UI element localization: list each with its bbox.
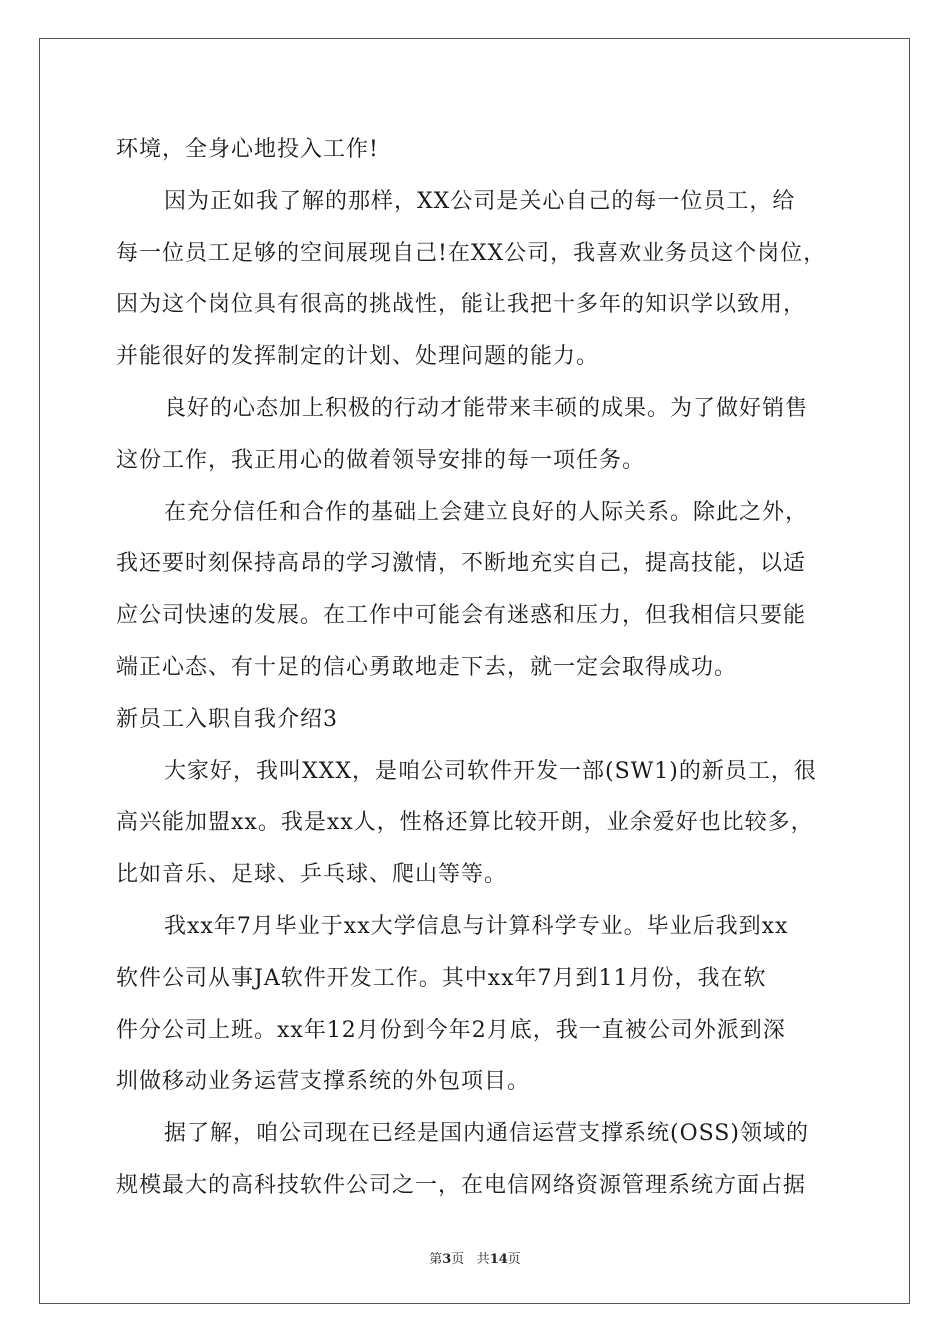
text-line: 这份工作，我正用心的做着领导安排的每一项任务。: [116, 447, 646, 473]
text-line: 软件公司从事JA软件开发工作。其中xx年7月到11月份，我在软: [116, 965, 767, 991]
total-page-count: 14: [489, 1252, 508, 1267]
total-label-suffix: 页: [507, 1252, 521, 1267]
current-page-number: 3: [442, 1252, 452, 1267]
text-line: 我还要时刻保持高昂的学习激情，不断地充实自己，提高技能，以适: [116, 551, 807, 577]
text-line: 因为正如我了解的那样，XX公司是关心自己的每一位员工，给: [164, 188, 796, 214]
text-line: 每一位员工足够的空间展现自己!在XX公司，我喜欢业务员这个岗位，: [116, 240, 827, 266]
page-footer: [0, 1248, 950, 1267]
total-label-prefix: 共: [476, 1252, 490, 1267]
text-line: 新员工入职自我介绍3: [116, 706, 338, 732]
page-label-prefix: 第: [429, 1252, 443, 1267]
text-line: 在充分信任和合作的基础上会建立良好的人际关系。除此之外，: [164, 499, 809, 525]
page-label-suffix: 页: [451, 1252, 465, 1267]
document-body: [116, 124, 844, 1212]
text-line: 应公司快速的发展。在工作中可能会有迷惑和压力，但我相信只要能: [116, 603, 807, 629]
text-line: 规模最大的高科技软件公司之一，在电信网络资源管理系统方面占据: [116, 1172, 807, 1198]
text-line: 环境，全身心地投入工作!: [116, 137, 379, 162]
text-line: 大家好，我叫XXX，是咱公司软件开发一部(SW1)的新员工，很: [164, 758, 817, 784]
text-line: 比如音乐、足球、乒乓球、爬山等等。: [116, 862, 508, 888]
text-line: 端正心态、有十足的信心勇敢地走下去，就一定会取得成功。: [116, 654, 738, 680]
text-line: 圳做移动业务运营支撑系统的外包项目。: [116, 1069, 531, 1095]
text-line: 高兴能加盟xx。我是xx人，性格还算比较开朗，业余爱好也比较多，: [116, 810, 814, 836]
text-line: 据了解，咱公司现在已经是国内通信运营支撑系统(OSS)领域的: [164, 1121, 809, 1147]
text-line: 件分公司上班。xx年12月份到今年2月底，我一直被公司外派到深: [116, 1017, 786, 1043]
text-line: 因为这个岗位具有很高的挑战性，能让我把十多年的知识学以致用，: [116, 292, 807, 318]
text-line: 并能很好的发挥制定的计划、处理问题的能力。: [116, 344, 600, 370]
text-line: 我xx年7月毕业于xx大学信息与计算科学专业。毕业后我到xx: [164, 913, 789, 939]
text-line: 良好的心态加上积极的行动才能带来丰硕的成果。为了做好销售: [164, 395, 809, 421]
